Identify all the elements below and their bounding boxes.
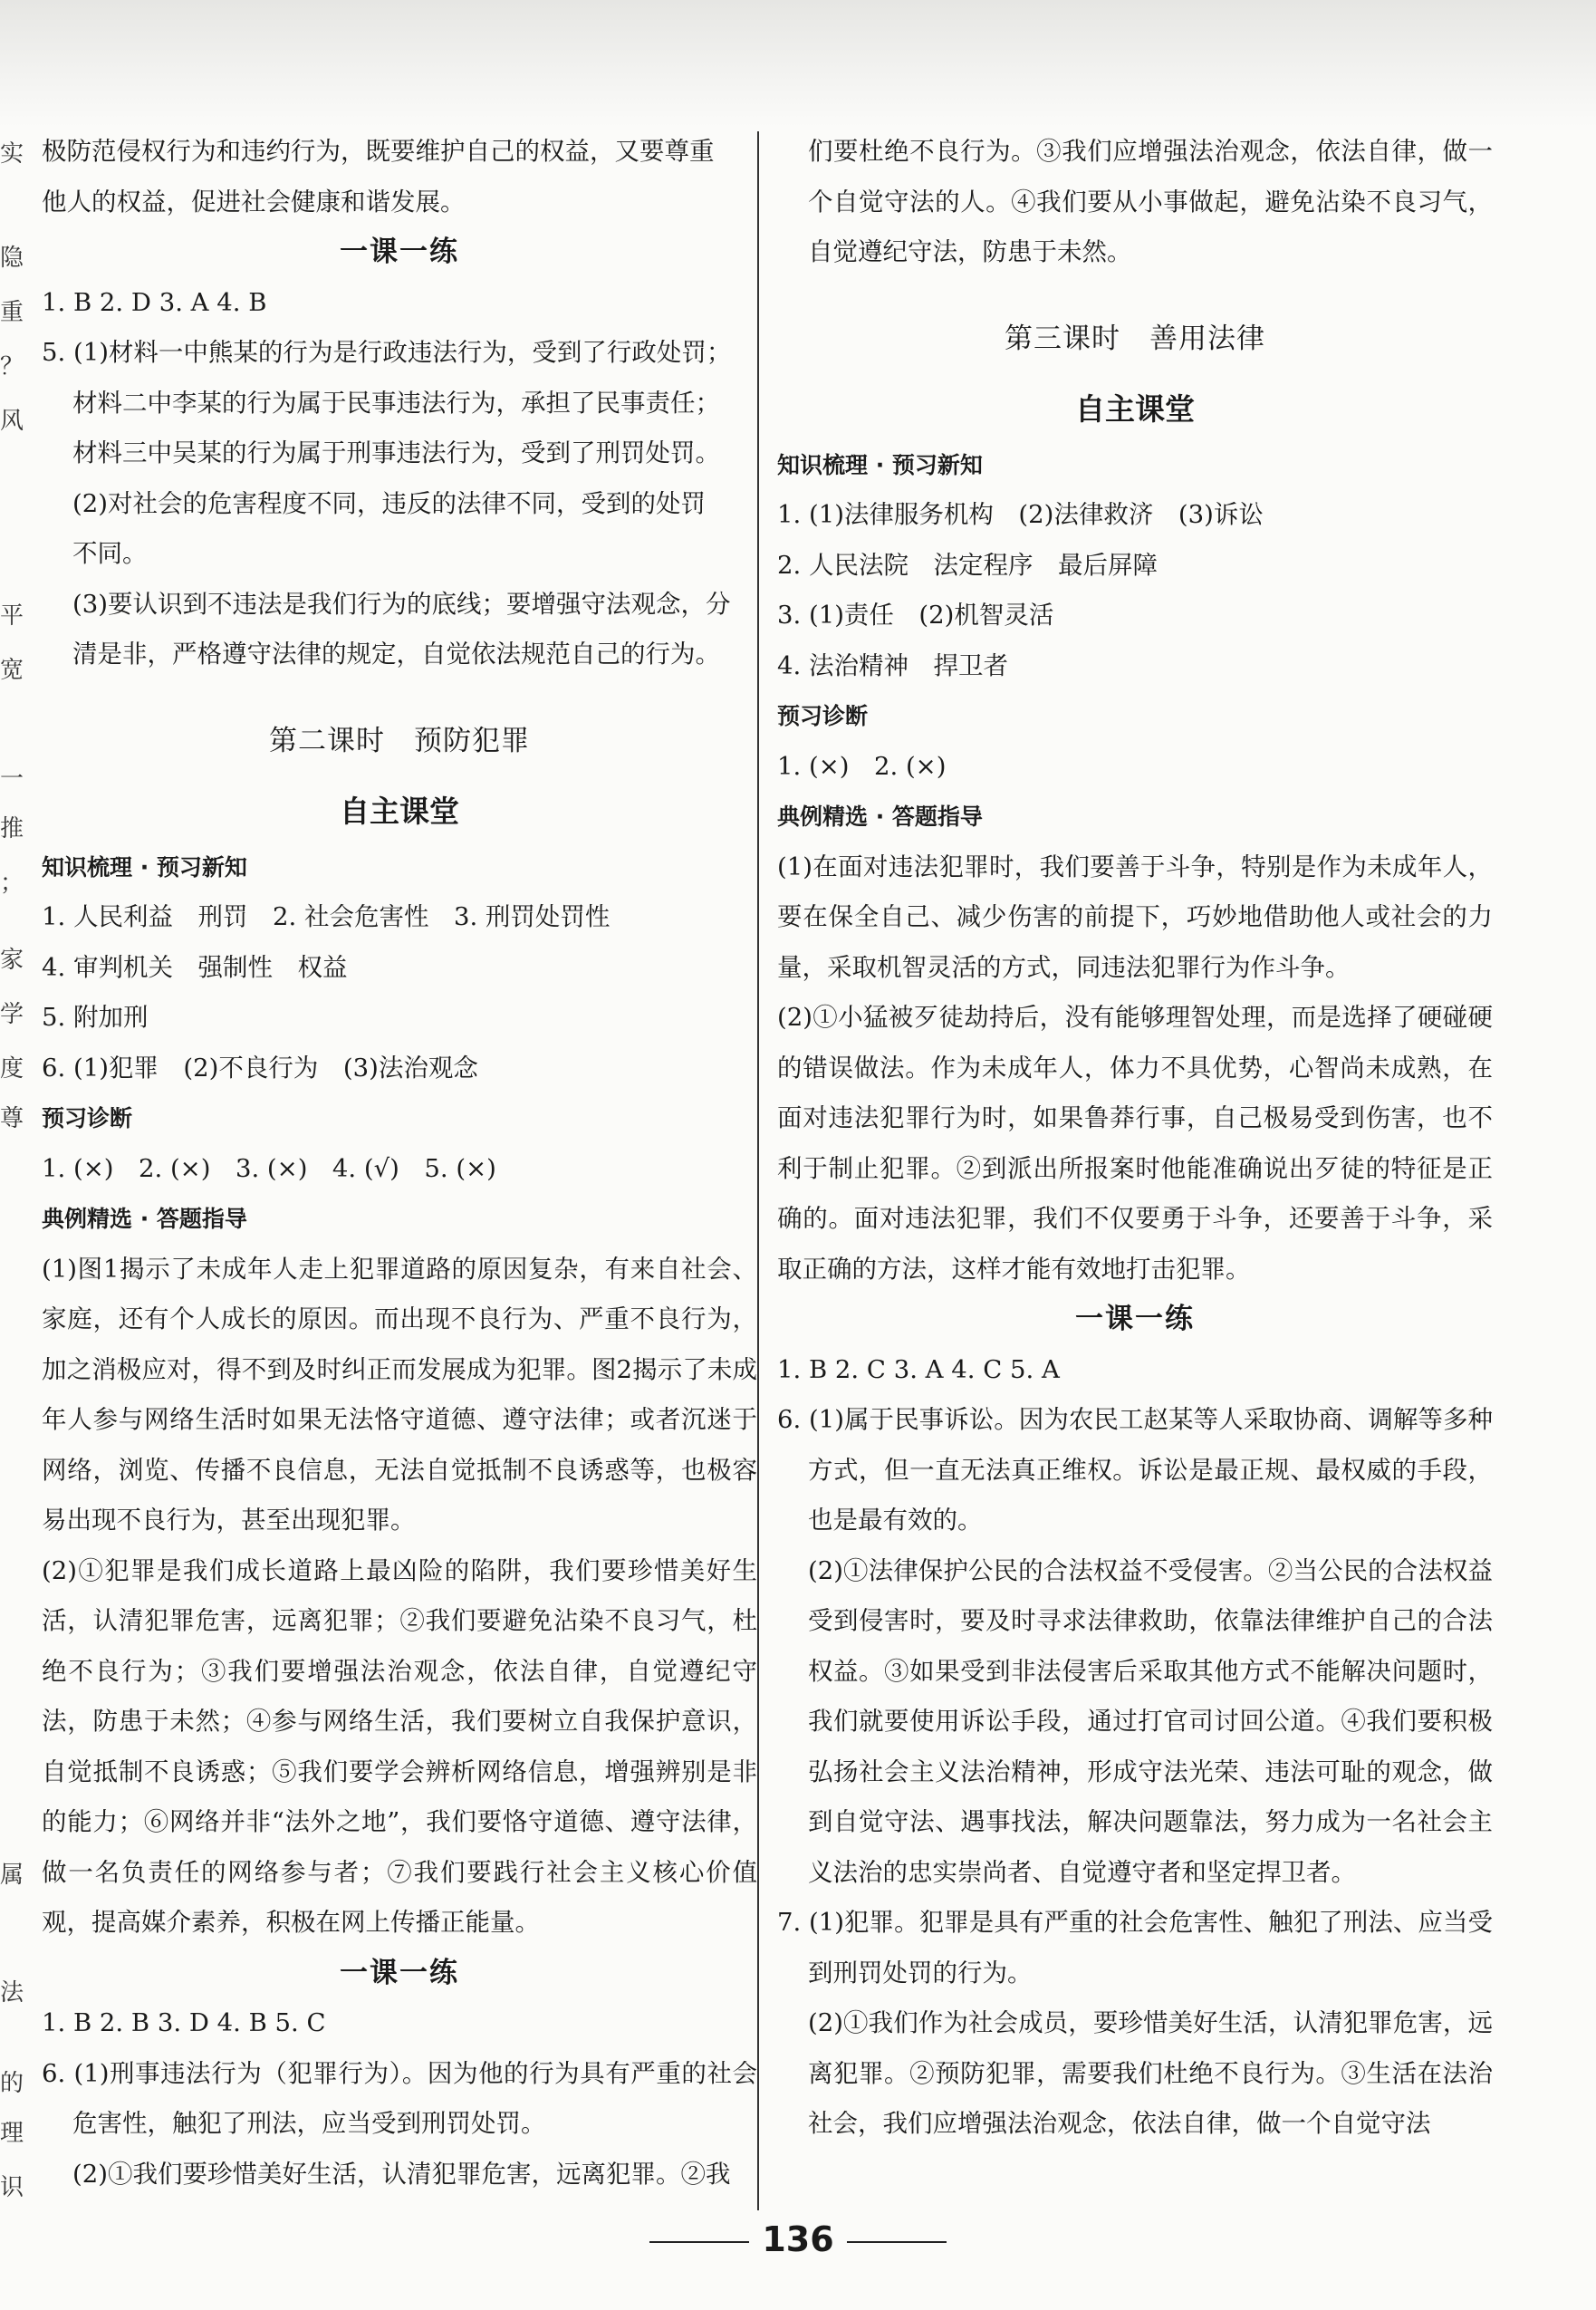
answer-paragraph: 6. (1)属于民事诉讼。因为农民工赵某等人采取协商、调解等多种方式，但一直无法真正维权。诉讼是最正规、最权威的手段，也是最有效的。	[777, 1405, 1493, 1535]
knowledge-item: 3. (1)责任 (2)机智灵活	[777, 601, 1054, 630]
margin-char: 家	[0, 947, 24, 974]
example-paragraph: (2)①小猛被歹徒劫持后，没有能够理智处理，而是选择了硬碰硬的错误做法。作为未成年人，体力不具优势，心智尚未成熟，在面对违法犯罪行为时，如果鲁莽行事，自己极易受到伤害，也不利于制止犯罪。②到派出所报案时他能准确说出歹徒的特征是正确的。面对违法犯罪，我们不仅要勇于斗争，还要善于斗争，采取正确的方法，这样才能有效地打击犯罪。	[777, 1003, 1493, 1284]
multiple-choice-answers: 1. B 2. D 3. A 4. B	[42, 287, 267, 317]
margin-char: 尊	[0, 1105, 24, 1132]
margin-char: 重	[0, 299, 24, 326]
margin-char: ；	[0, 870, 24, 897]
left-margin-fragments	[0, 127, 31, 2228]
page-number-text: 136	[762, 2219, 834, 2259]
answer-paragraph: (2)①法律保护公民的合法权益不受侵害。②当公民的合法权益受到侵害时，要及时寻求法律救助，依靠法律维护自己的合法权益。③如果受到非法侵害后采取其他方式不能解决问题时，我们就要使用诉讼手段，通过打官司讨回公道。④我们要积极弘扬社会主义法治精神，形成守法光荣、违法可耻的观念，做到自觉守法、遇事找法，解决问题靠法，努力成为一名社会主义法治的忠实崇尚者、自觉遵守者和坚定捍卫者。	[808, 1555, 1493, 1887]
margin-char: ？	[0, 353, 24, 380]
diagnosis-answers: 1. (×) 2. (×)	[777, 751, 947, 781]
page-number-dash-right	[847, 2241, 947, 2243]
lesson-title: 第二课时 预防犯罪	[269, 724, 530, 757]
knowledge-item: 5. 附加刑	[42, 1003, 149, 1032]
subsection-title: 预习诊断	[42, 1105, 133, 1131]
margin-char: 识	[0, 2174, 24, 2201]
subsection-title: 典例精选 · 答题指导	[42, 1206, 247, 1232]
page-number	[0, 2219, 1596, 2259]
margin-char: 实	[0, 140, 24, 168]
left-column	[42, 127, 757, 2199]
yike-heading: 一课一练	[340, 236, 459, 268]
answer-paragraph: (2)①我们要珍惜美好生活，认清犯罪危害，远离犯罪。②我	[72, 2159, 731, 2189]
example-paragraph: (2)①犯罪是我们成长道路上最凶险的陷阱，我们要珍惜美好生活，认清犯罪危害，远离犯罪；②我们要避免沾染不良习气，杜绝不良行为；③我们要增强法治观念，依法自律，自觉遵纪守法，防患于未然；④参与网络生活，我们要树立自我保护意识，自觉抵制不良诱惑；⑤我们要学会辨析网络信息，增强辨别是非的能力；⑥网络并非“法外之地”，我们要恪守道德、遵守法律，做一名负责任的网络参与者；⑦我们要践行社会主义核心价值观，提高媒介素养，积极在网上传播正能量。	[42, 1555, 757, 1937]
example-paragraph: (1)在面对违法犯罪时，我们要善于斗争，特别是作为未成年人，要在保全自己、减少伤害的前提下，巧妙地借助他人或社会的力量，采取机智灵活的方式，同违法犯罪行为作斗争。	[777, 852, 1493, 982]
diagnosis-answers: 1. (×) 2. (×) 3. (×) 4. (√) 5. (×)	[42, 1153, 496, 1183]
knowledge-item: 2. 人民法院 法定程序 最后屏障	[777, 550, 1158, 580]
answer-paragraph: 6. (1)刑事违法行为（犯罪行为）。因为他的行为具有严重的社会危害性，触犯了刑法，应当受到刑罚处罚。	[42, 2058, 757, 2138]
margin-char: 属	[0, 1862, 24, 1889]
answer-paragraph: 7. (1)犯罪。犯罪是具有严重的社会危害性、触犯了刑法、应当受到刑罚处罚的行为。	[777, 1908, 1493, 1988]
margin-char: 法	[0, 1979, 24, 2007]
knowledge-item: 4. 法治精神 捍卫者	[777, 650, 1008, 680]
knowledge-item: 1. 人民利益 刑罚 2. 社会危害性 3. 刑罚处罚性	[42, 902, 611, 931]
margin-char: 推	[0, 815, 24, 842]
knowledge-item: 4. 审判机关 强制性 权益	[42, 952, 348, 982]
margin-char: 宽	[0, 657, 24, 684]
margin-char: 理	[0, 2120, 24, 2147]
lesson-title: 第三课时 善用法律	[1005, 322, 1265, 355]
yike-heading: 一课一练	[1075, 1303, 1195, 1335]
knowledge-item: 1. (1)法律服务机构 (2)法律救济 (3)诉讼	[777, 500, 1264, 529]
answer-paragraph: (2)①我们作为社会成员，要珍惜美好生活，认清犯罪危害，远离犯罪。②预防犯罪，需要我们杜绝不良行为。③生活在法治社会，我们应增强法治观念，依法自律，做一个自觉守法	[808, 2008, 1493, 2138]
section-title: 自主课堂	[1075, 391, 1195, 427]
answer-line: (2)对社会的危害程度不同，违反的法律不同，受到的处罚	[72, 488, 706, 518]
intro-line: 他人的权益，促进社会健康和谐发展。	[42, 187, 466, 217]
margin-char: 平	[0, 602, 24, 630]
subsection-title: 预习诊断	[777, 703, 869, 729]
answer-line: (3)要认识到不违法是我们行为的底线；要增强守法观念，分	[72, 589, 731, 619]
answer-paragraph: 们要杜绝不良行为。③我们应增强法治观念，依法自律，做一个自觉守法的人。④我们要从小事做起，避免沾染不良习气，自觉遵纪守法，防患于未然。	[808, 137, 1493, 266]
right-column	[777, 127, 1493, 2150]
multiple-choice-answers: 1. B 2. B 3. D 4. B 5. C	[42, 2008, 326, 2037]
answer-line: 材料二中李某的行为属于民事违法行为，承担了民事责任；	[72, 388, 720, 418]
answer-line: 5. (1)材料一中熊某的行为是行政违法行为，受到了行政处罚；	[42, 338, 732, 367]
example-paragraph: (1)图1揭示了未成年人走上犯罪道路的原因复杂，有来自社会、家庭，还有个人成长的原因。而出现不良行为、严重不良行为，加之消极应对，得不到及时纠正而发展成为犯罪。图2揭示了未成年人参与网络生活时如果无法恪守道德、遵守法律；或者沉迷于网络，浏览、传播不良信息，无法自觉抵制不良诱惑等，也极容易出现不良行为，甚至出现犯罪。	[42, 1254, 757, 1535]
knowledge-item: 6. (1)犯罪 (2)不良行为 (3)法治观念	[42, 1053, 478, 1083]
multiple-choice-answers: 1. B 2. C 3. A 4. C 5. A	[777, 1354, 1060, 1384]
subsection-title: 知识梳理 · 预习新知	[777, 451, 983, 478]
margin-char: 的	[0, 2070, 24, 2097]
scan-top-band	[0, 0, 1596, 127]
answer-line: 材料三中吴某的行为属于刑事违法行为，受到了刑罚处罚。	[72, 438, 720, 467]
margin-char: 一	[0, 765, 24, 793]
section-title: 自主课堂	[340, 794, 459, 829]
margin-char: 学	[0, 1001, 24, 1028]
answer-line: 清是非，严格遵守法律的规定，自觉依法规范自己的行为。	[72, 640, 720, 669]
subsection-title: 知识梳理 · 预习新知	[42, 853, 247, 881]
column-divider	[757, 131, 759, 2210]
subsection-title: 典例精选 · 答题指导	[777, 804, 983, 830]
margin-char: 隐	[0, 245, 24, 272]
margin-char: 风	[0, 408, 24, 435]
answer-line: 不同。	[72, 539, 148, 568]
margin-char: 度	[0, 1055, 24, 1083]
page-number-dash-left	[649, 2241, 749, 2243]
yike-heading: 一课一练	[340, 1956, 459, 1989]
intro-line: 极防范侵权行为和违约行为，既要维护自己的权益，又要尊重	[42, 137, 715, 166]
